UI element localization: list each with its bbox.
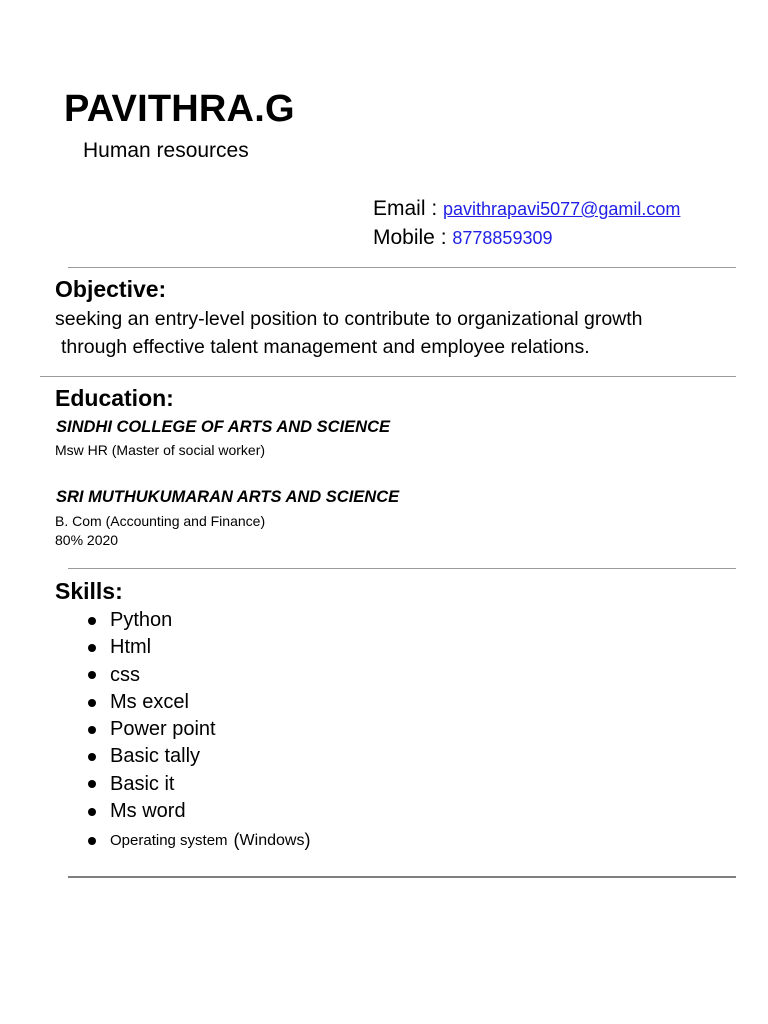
degree: Msw HR (Master of social worker) xyxy=(55,442,266,458)
skills-list xyxy=(88,607,216,825)
email-row xyxy=(373,197,680,221)
bullet-icon xyxy=(88,726,96,734)
os-value: Windows xyxy=(239,831,305,849)
skill-item-operating-system xyxy=(88,830,310,851)
bullet-icon xyxy=(88,753,96,761)
candidate-name: PAVITHRA.G xyxy=(64,88,295,130)
skill-item: css xyxy=(88,662,216,689)
objective-line-2: through effective talent management and employee relations. xyxy=(61,336,590,358)
divider xyxy=(68,876,736,878)
os-open-paren: ( xyxy=(233,830,240,850)
email-link[interactable]: pavithrapavi5077@gamil.com xyxy=(443,199,681,219)
objective-line-1: seeking an entry-level position to contribute to organizational growth xyxy=(55,308,643,330)
skill-item: Basic it xyxy=(88,771,216,798)
skill-item: Basic tally xyxy=(88,743,216,770)
job-role: Human resources xyxy=(83,139,249,162)
bullet-icon xyxy=(88,808,96,816)
email-label: Email : xyxy=(373,197,444,220)
education-heading: Education: xyxy=(55,385,174,411)
skills-heading: Skills: xyxy=(55,578,123,604)
bullet-icon xyxy=(88,699,96,707)
skill-item: Ms excel xyxy=(88,689,216,716)
os-label: Operating system xyxy=(110,832,228,849)
skill-item: Html xyxy=(88,634,216,661)
degree: B. Com (Accounting and Finance) xyxy=(55,513,266,529)
skill-item: Power point xyxy=(88,716,216,743)
skill-item: Ms word xyxy=(88,798,216,825)
divider xyxy=(40,376,736,377)
divider xyxy=(68,267,736,268)
school-name: SINDHI COLLEGE OF ARTS AND SCIENCE xyxy=(56,418,390,436)
mobile-row xyxy=(373,226,552,250)
skill-item: Python xyxy=(88,607,216,634)
mobile-number[interactable]: 8778859309 xyxy=(452,228,553,248)
score-year: 80% 2020 xyxy=(55,532,119,548)
bullet-icon xyxy=(88,671,96,679)
os-close-paren: ) xyxy=(304,830,311,850)
objective-heading: Objective: xyxy=(55,276,167,302)
divider xyxy=(68,568,736,569)
bullet-icon xyxy=(88,837,96,845)
bullet-icon xyxy=(88,644,96,652)
mobile-label: Mobile : xyxy=(373,226,453,249)
bullet-icon xyxy=(88,780,96,788)
bullet-icon xyxy=(88,617,96,625)
school-name: SRI MUTHUKUMARAN ARTS AND SCIENCE xyxy=(56,488,400,506)
